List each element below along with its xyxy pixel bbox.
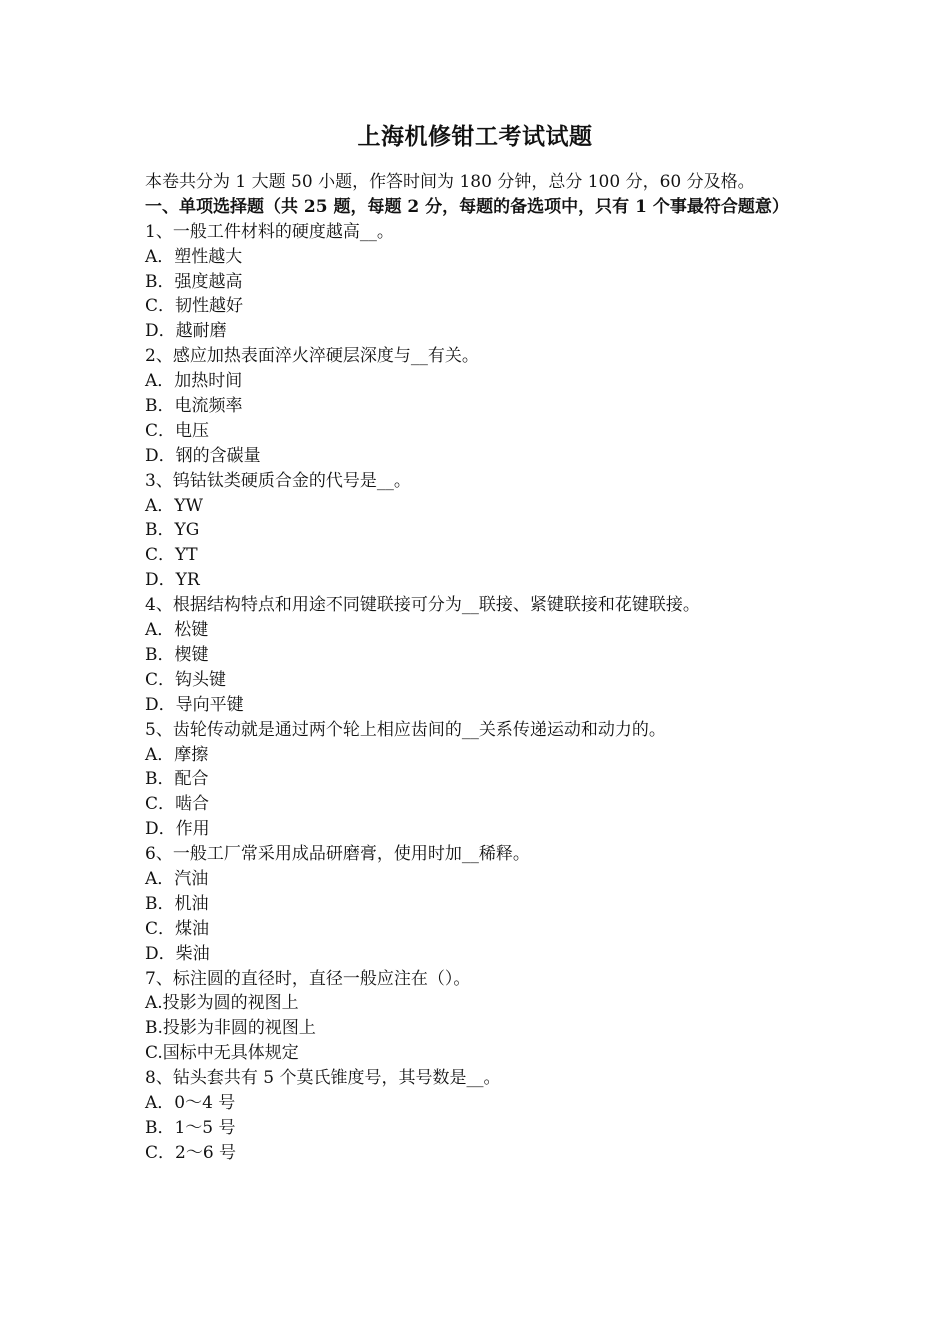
- option-a: A．加热时间: [145, 371, 243, 392]
- option-a: A．松键: [145, 620, 209, 641]
- question-text: 4、根据结构特点和用途不同键联接可分为__联接、紧键联接和花键联接。: [145, 595, 700, 616]
- question-block: [145, 593, 813, 717]
- option-d: D．YR: [145, 570, 200, 591]
- question-text: 1、一般工件材料的硬度越高__。: [145, 221, 394, 242]
- question-text: 5、齿轮传动就是通过两个轮上相应齿间的__关系传递运动和动力的。: [145, 719, 666, 740]
- question-block: [145, 469, 813, 593]
- option-c: C．2～6 号: [145, 1142, 237, 1163]
- question-block: [145, 344, 813, 468]
- option-a: A．0～4 号: [145, 1092, 236, 1113]
- option-c: C．啮合: [145, 794, 210, 815]
- option-a: A．汽油: [145, 868, 209, 889]
- option-d: D．导向平键: [145, 694, 244, 715]
- option-c: C．钩头键: [145, 669, 227, 690]
- question-block: [145, 1066, 813, 1166]
- option-d: D．作用: [145, 819, 210, 840]
- option-b: B.投影为非圆的视图上: [145, 1018, 316, 1039]
- exam-intro: 本卷共分为 1 大题 50 小题，作答时间为 180 分钟，总分 100 分，60 分及格。: [145, 172, 755, 192]
- question-text: 2、感应加热表面淬火淬硬层深度与__有关。: [145, 346, 479, 367]
- question-block: [145, 842, 813, 966]
- option-c: C．煤油: [145, 918, 210, 939]
- question-text: 6、一般工厂常采用成品研磨膏，使用时加__稀释。: [145, 844, 530, 865]
- option-b: B．强度越高: [145, 271, 243, 292]
- question-text: 7、标注圆的直径时，直径一般应注在（）。: [145, 968, 471, 989]
- option-c: C．韧性越好: [145, 296, 244, 317]
- question-text: 3、钨钴钛类硬质合金的代号是__。: [145, 470, 411, 491]
- page-title: 上海机修钳工考试试题: [357, 123, 593, 150]
- option-b: B．YG: [145, 520, 200, 541]
- option-b: B．1～5 号: [145, 1117, 236, 1138]
- document-body: [145, 170, 813, 1166]
- option-c: C．YT: [145, 545, 198, 566]
- question-block: [145, 967, 813, 1067]
- question-block: [145, 220, 813, 344]
- option-d: D．越耐磨: [145, 321, 227, 342]
- option-b: B．配合: [145, 769, 209, 790]
- option-d: D．钢的含碳量: [145, 445, 261, 466]
- option-a: A．摩擦: [145, 744, 209, 765]
- question-text: 8、钻头套共有 5 个莫氏锥度号，其号数是__。: [145, 1068, 501, 1089]
- option-c: C.国标中无具体规定: [145, 1043, 299, 1064]
- option-d: D．柴油: [145, 943, 210, 964]
- option-c: C．电压: [145, 420, 210, 441]
- option-a: A.投影为圆的视图上: [145, 993, 299, 1014]
- option-b: B．楔键: [145, 644, 209, 665]
- question-block: [145, 718, 813, 842]
- option-a: A．塑性越大: [145, 246, 243, 267]
- section-heading: 一、单项选择题（共 25 题，每题 2 分，每题的备选项中，只有 1 个事最符合题意）: [145, 196, 789, 217]
- option-b: B．机油: [145, 893, 209, 914]
- option-b: B．电流频率: [145, 396, 243, 417]
- option-a: A．YW: [145, 495, 203, 516]
